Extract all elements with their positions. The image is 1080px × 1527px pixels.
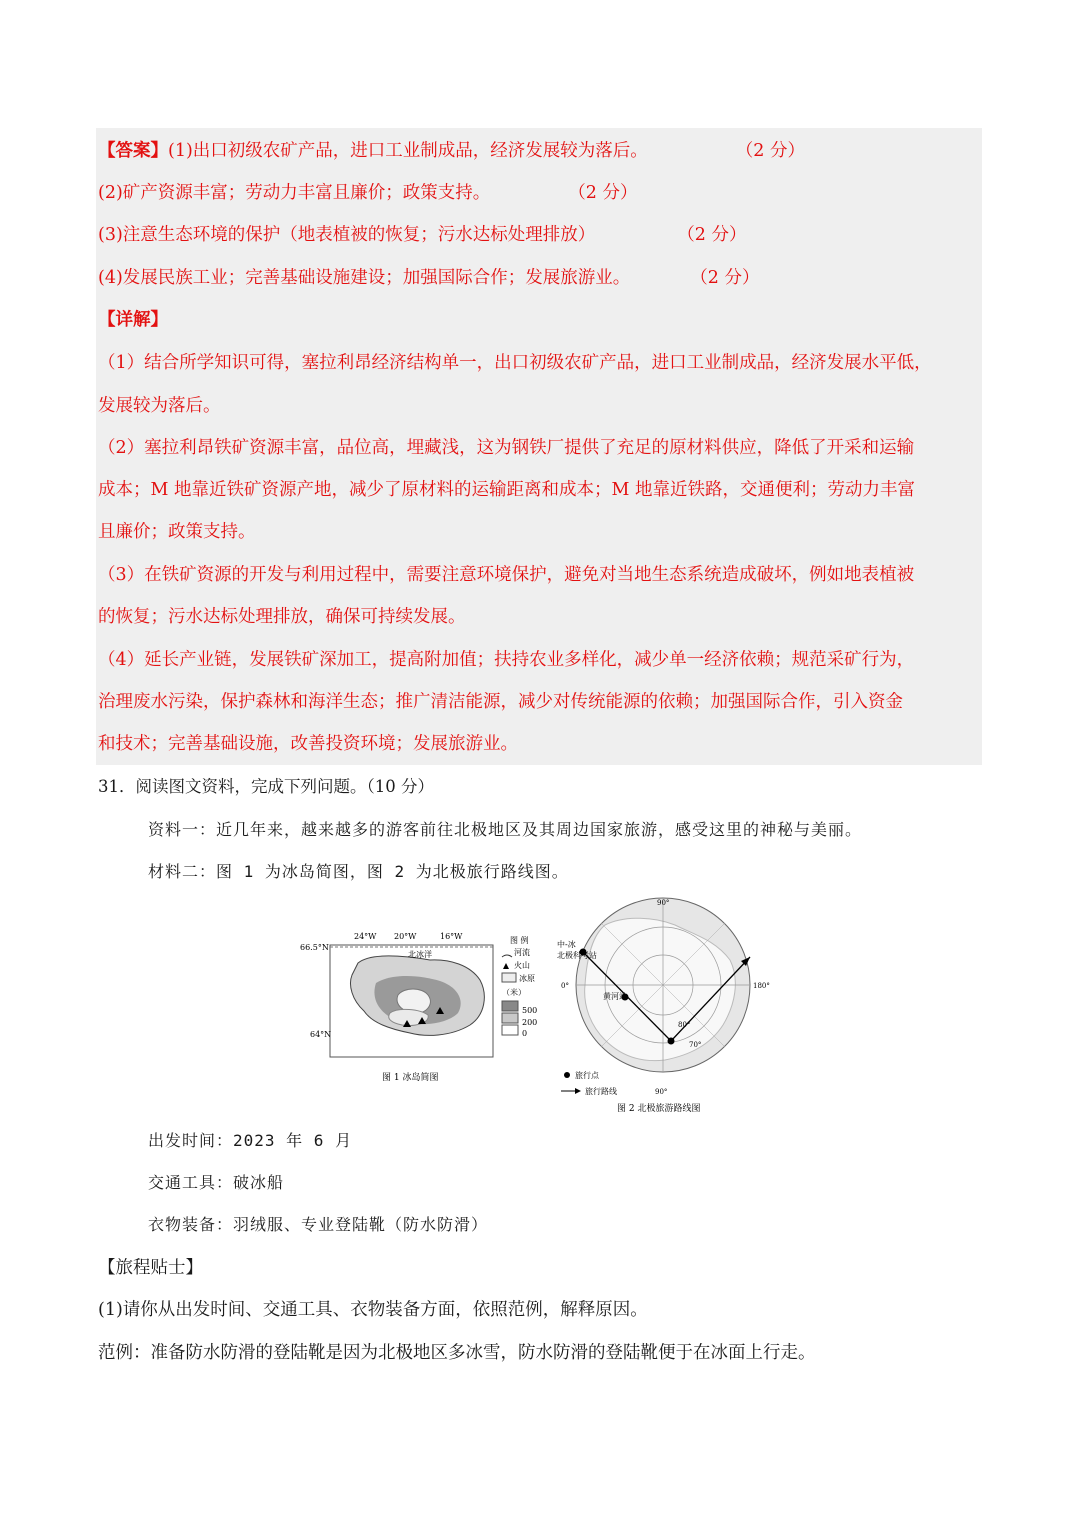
answer-line-1 [98,139,805,163]
travel-point-legend-icon [564,1072,570,1078]
volcano-legend-icon [503,963,509,969]
station-label-2: 北极科考站 [557,951,597,960]
legend-title: 图 例 [510,936,529,945]
glacier-legend-swatch [502,973,516,982]
legend-route: 旅行路线 [585,1087,617,1096]
detail-line-6: （3）在铁矿资源的开发与利用过程中，需要注意环境保护，避免对当地生态系统造成破坏，例如地表植被 [98,565,915,585]
detail-line-10: 和技术；完善基础设施，改善投资环境；发展旅游业。 [98,734,518,754]
question-1: (1)请你从出发时间、交通工具、衣物装备方面，依照范例，解释原因。 [98,1300,648,1320]
deg-top: 90° [657,899,670,907]
station-label-1: 中-冰 [557,940,576,949]
detail-line-3: （2）塞拉利昂铁矿资源丰富，品位高，埋藏浅，这为钢铁厂提供了充足的原材料供应，降低了开采和运输 [98,438,915,458]
lat-label-66n: 66.5°N [300,943,329,952]
legend-volcano: 火山 [514,961,530,970]
tips-label: 【旅程贴士】 [98,1258,203,1278]
legend-unit: （米） [502,988,526,997]
sea-label: 北冰洋 [408,950,432,959]
deg-left: 0° [561,982,569,990]
material-2: 材料二：图 1 为冰岛简图，图 2 为北极旅行路线图。 [148,862,569,881]
river-legend-icon [502,955,512,957]
legend-glacier: 冰原 [519,974,535,983]
answer-score-1: （2 分） [735,141,805,161]
legend-level-0: 0 [522,1029,528,1038]
answer-score-3: （2 分） [677,225,747,245]
answer-line-2 [98,181,638,205]
clothing: 衣物装备：羽绒服、专业登陆靴（防水防滑） [148,1215,489,1234]
legend-point: 旅行点 [575,1071,599,1080]
answer-item-4: (4)发展民族工业；完善基础设施建设；加强国际合作；发展旅游业。 [98,268,631,288]
lon-label-16w: 16°W [440,932,463,941]
detail-line-5: 且廉价；政策支持。 [98,522,256,542]
legend-level-500: 500 [522,1006,538,1015]
answer-item-1: (1)出口初级农矿产品，进口工业制成品，经济发展较为落后。 [168,141,648,161]
question-title: 31．阅读图文资料，完成下列问题。（10 分） [98,777,434,796]
travel-point [668,1038,675,1045]
answer-line-4 [98,266,760,290]
detail-line-4: 成本；M 地靠近铁矿资源产地，减少了原材料的运输距离和成本；M 地靠近铁路，交通便利；劳动力丰富 [98,480,915,500]
answer-score-2: （2 分） [568,183,638,203]
material-1: 资料一：近几年来，越来越多的游客前往北极地区及其周边国家旅游，感受这里的神秘与美丽。 [148,820,863,839]
depart-time: 出发时间：2023 年 6 月 [148,1131,353,1150]
deg-right: 180° [753,982,770,990]
transport: 交通工具：破冰船 [148,1173,285,1192]
legend-level-200: 200 [522,1018,538,1027]
detail-line-1: （1）结合所学知识可得，塞拉利昂经济结构单一，出口初级农矿产品，进口工业制成品，经济发展水平低， [98,353,932,373]
figure-1-iceland-map [300,925,550,1090]
deg-80: 80° [678,1021,691,1029]
lon-label-24w: 24°W [354,932,377,941]
detail-line-7: 的恢复；污水达标处理排放，确保可持续发展。 [98,607,466,627]
answer-label: 【答案】 [98,141,168,161]
yellow-river-station: 黄河站 [603,992,627,1001]
fig2-caption: 图 2 北极旅游路线图 [617,1104,701,1114]
answer-item-2: (2)矿产资源丰富；劳动力丰富且廉价；政策支持。 [98,183,491,203]
detail-line-8: （4）延长产业链，发展铁矿深加工，提高附加值；扶持农业多样化，减少单一经济依赖；规范采矿行为， [98,650,915,670]
answer-line-3 [98,223,747,247]
detail-line-9: 治理废水污染，保护森林和海洋生态；推广清洁能源，减少对传统能源的依赖；加强国际合作，引入资金 [98,692,903,712]
fig1-caption: 图 1 冰岛简图 [382,1073,439,1083]
answer-item-3: (3)注意生态环境的保护（地表植被的恢复；污水达标处理排放） [98,225,596,245]
figure-2-arctic-map [545,895,775,1120]
detail-label: 【详解】 [98,310,168,330]
deg-70: 70° [689,1041,702,1049]
legend-river: 河流 [514,948,530,957]
example-text: 范例：准备防水防滑的登陆靴是因为北极地区多冰雪，防水防滑的登陆靴便于在冰面上行走。 [98,1343,816,1363]
lon-label-20w: 20°W [394,932,417,941]
answer-score-4: （2 分） [690,268,760,288]
detail-line-2: 发展较为落后。 [98,396,221,416]
lat-label-64n: 64°N [310,1030,332,1039]
deg-bottom: 90° [655,1088,668,1096]
